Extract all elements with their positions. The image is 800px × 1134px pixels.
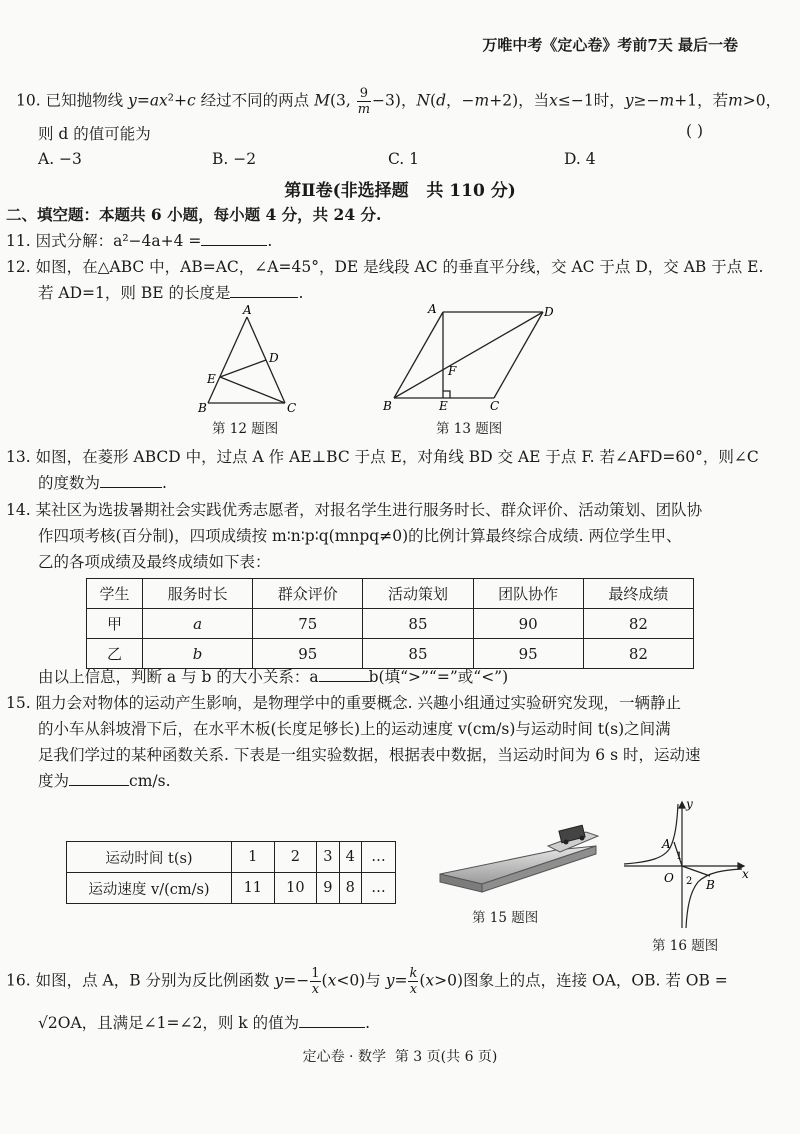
figure-13-caption: 第 13 题图 — [436, 421, 503, 437]
svg-text:F: F — [448, 364, 457, 378]
question-12: 12. 如图，在△ABC 中，AB=AC，∠A=45°，DE 是线段 AC 的垂直平分线，交 AC 于点 D，交 AB 于点 E. — [6, 258, 764, 276]
fraction: $\frac{1}{x}$ — [311, 966, 320, 997]
svg-text:A: A — [662, 837, 671, 851]
question-14: 14. 某社区为选拔暑期社会实践优秀志愿者，对报名学生进行服务时长、群众评价、活动策划、团队协 — [6, 501, 703, 519]
answer-paren: ( ) — [686, 122, 704, 140]
table-row: 运动时间 t(s) 1 2 3 4 … — [67, 842, 396, 873]
svg-text:D: D — [544, 305, 554, 319]
fraction: $\frac{9}{m}$ — [357, 86, 371, 117]
figure-12 — [190, 303, 310, 415]
figure-15-caption: 第 15 题图 — [472, 910, 539, 926]
question-10: 10. 已知抛物线 y=ax²+c 经过不同的两点 M(3, $\frac{9}{m}$ −3)，N(d，−m+2)，当x≤−1时，y≥−m+1，若m>0， — [16, 86, 782, 117]
option-d: D. 4 — [564, 150, 596, 168]
figure-13 — [378, 300, 568, 415]
question-16-line2: √2OA，且满足∠1=∠2，则 k 的值为 . — [38, 1014, 371, 1032]
svg-text:E: E — [439, 399, 448, 413]
label-c: C — [287, 401, 297, 415]
svg-text:C: C — [490, 399, 500, 413]
svg-text:2: 2 — [686, 876, 693, 887]
question-15: 15. 阻力会对物体的运动产生影响，是物理学中的重要概念. 兴趣小组通过实验研究发现，一辆静止 — [6, 694, 681, 712]
option-b: B. −2 — [212, 150, 257, 168]
question-13: 13. 如图，在菱形 ABCD 中，过点 A 作 AE⊥BC 于点 E，对角线 BD 交 AE 于点 F. 若∠AFD=60°，则∠C — [6, 448, 759, 466]
label-d: D — [269, 351, 279, 365]
svg-text:B: B — [706, 878, 715, 892]
option-c: C. 1 — [388, 150, 420, 168]
question-12-line2: 若 AD=1，则 BE 的长度是 . — [38, 284, 304, 302]
fraction: $\frac{k}{x}$ — [409, 966, 418, 997]
svg-text:A: A — [428, 302, 437, 316]
question-11: 11. 因式分解：a²−4a+4 = . — [6, 232, 273, 250]
part-heading: 二、填空题：本题共 6 小题，每小题 4 分，共 24 分. — [6, 205, 382, 224]
svg-text:y: y — [686, 797, 693, 811]
figure-16-caption: 第 16 题图 — [652, 938, 719, 954]
figure-12-caption: 第 12 题图 — [212, 421, 279, 437]
table-row: 乙 b 95 85 95 82 — [87, 639, 694, 669]
question-number: 10. — [16, 91, 41, 110]
question-13-line2: 的度数为 . — [38, 474, 167, 492]
svg-text:B: B — [383, 399, 392, 413]
section-title: 第Ⅱ卷(非选择题 共 110 分) — [284, 181, 516, 201]
motion-table — [66, 841, 396, 904]
label-e: E — [207, 372, 216, 386]
question-16: 16. 如图，点 A，B 分别为反比例函数 y=− $\frac{1}{x}$ (x<0)与 y= $\frac{k}{x}$ (x>0)图象上的点，连接 OA，OB. 若 OB = — [6, 966, 728, 997]
table-header-row: 学生 服务时长 群众评价 活动策划 团队协作 最终成绩 — [87, 579, 694, 609]
question-15-line4: 度为 cm/s. — [38, 772, 171, 790]
svg-text:x: x — [742, 867, 749, 881]
figure-15-ramp-illustration — [436, 822, 606, 902]
label-a: A — [243, 303, 252, 317]
question-14-answer-line: 由以上信息，判断 a 与 b 的大小关系：a b(填“>”“=”或“<”) — [38, 668, 509, 686]
option-a: A. −3 — [38, 150, 82, 168]
table-row: 运动速度 v/(cm/s) 11 10 9 8 … — [67, 873, 396, 904]
page-footer: 定心卷 · 数学 第 3 页(共 6 页) — [302, 1049, 498, 1065]
table-row: 甲 a 75 85 90 82 — [87, 609, 694, 639]
score-table — [86, 578, 694, 669]
page-header: 万唯中考《定心卷》考前7天 最后一卷 — [482, 36, 738, 54]
question-10-line2: 则 d 的值可能为 — [38, 125, 151, 143]
label-b: B — [198, 401, 207, 415]
svg-text:O: O — [664, 871, 674, 885]
svg-text:1: 1 — [676, 851, 683, 862]
figure-16 — [620, 796, 756, 932]
